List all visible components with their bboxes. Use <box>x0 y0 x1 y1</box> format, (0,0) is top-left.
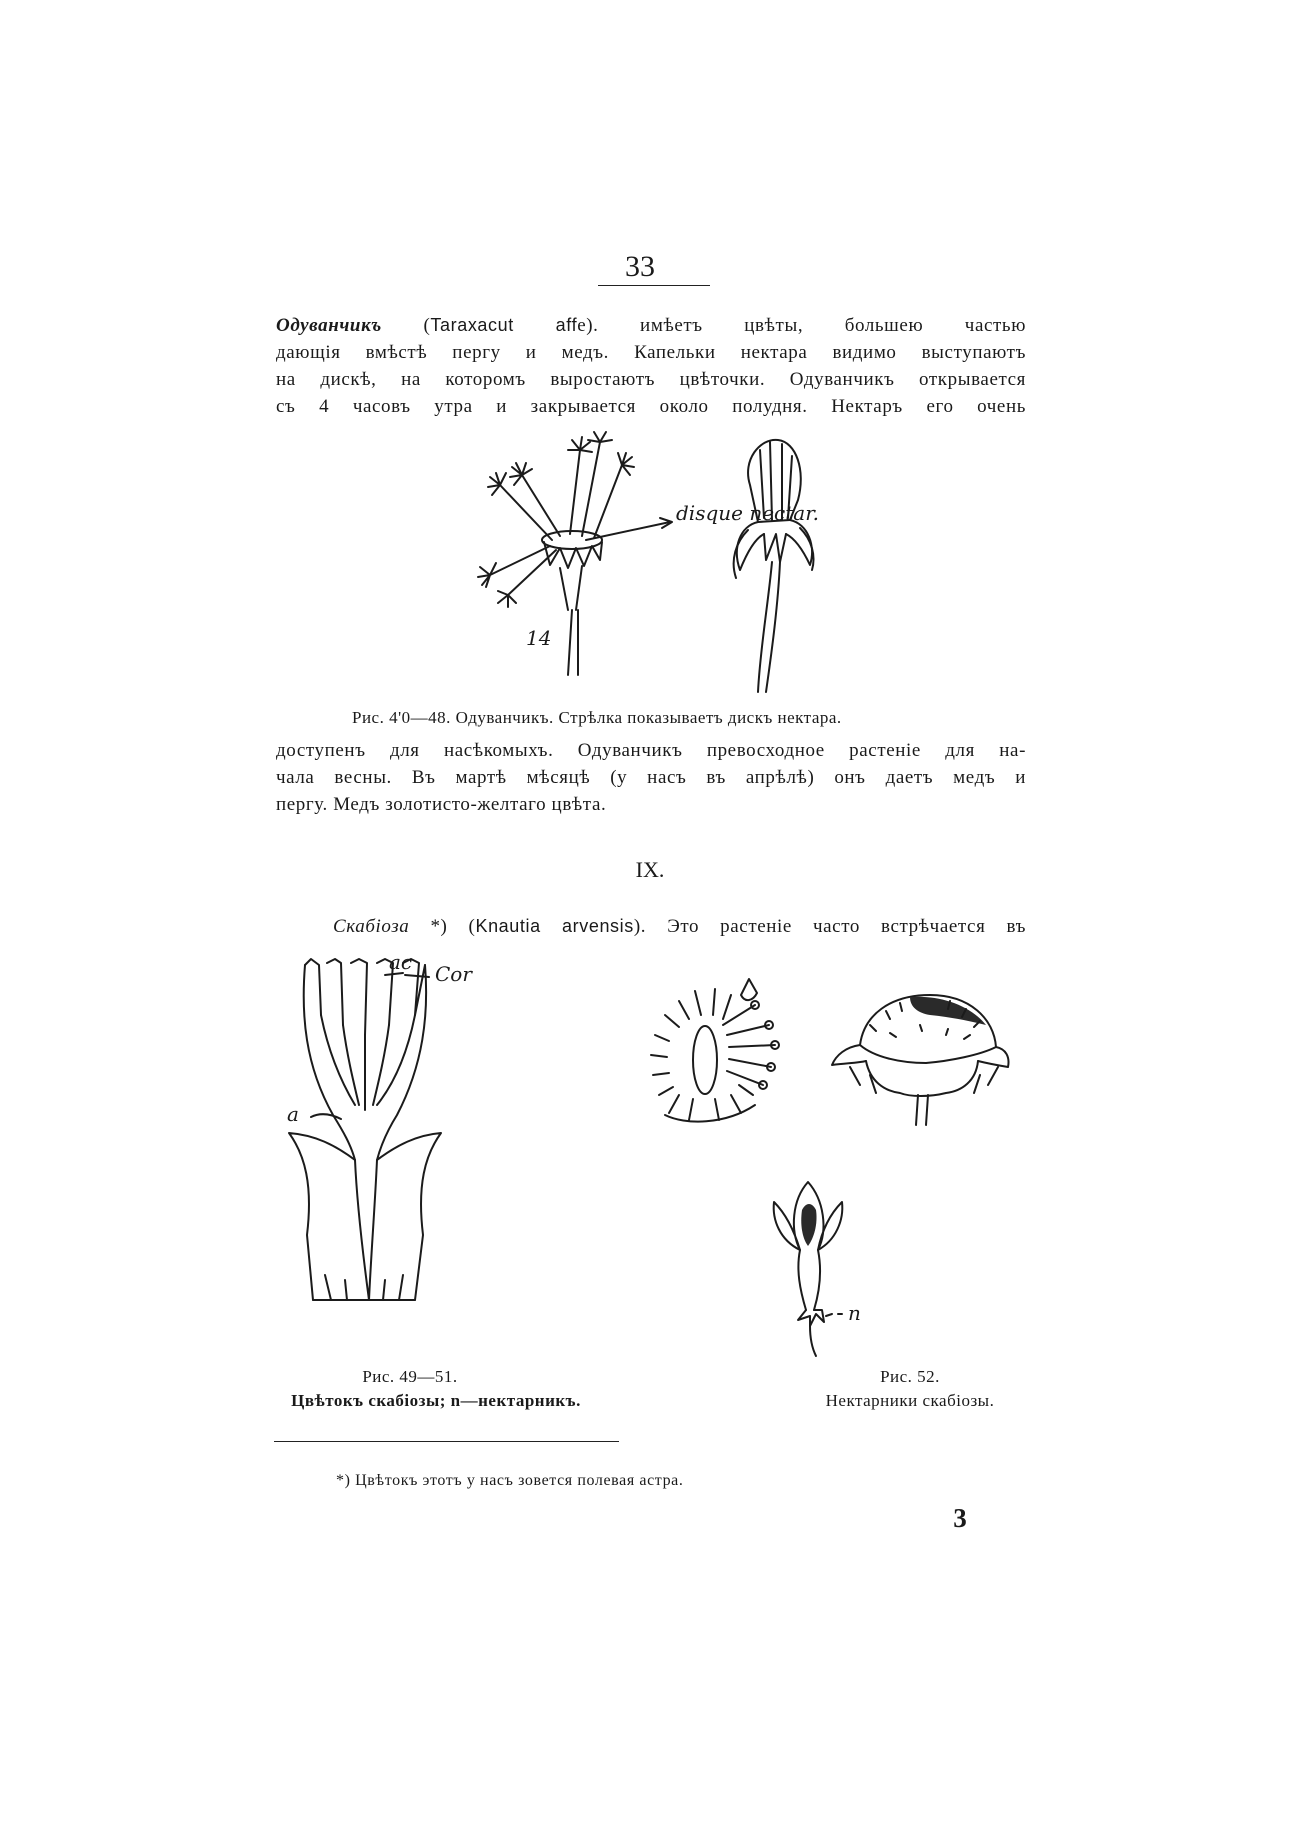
text-line: пергу. Медъ золотисто-желтаго цвѣта. <box>276 794 607 815</box>
text-line: на дискѣ, на которомъ выростаютъ цвѣточки. Одуванчикъ открывается <box>276 369 1026 390</box>
closed-flower-stem <box>758 562 780 692</box>
text-line: дающія вмѣстѣ пергу и медъ. Капельки нектара видимо выступаютъ <box>276 342 1026 363</box>
text-run: ). Это растеніе часто встрѣчается въ <box>633 916 1026 937</box>
latin-name: aff <box>513 315 578 335</box>
species-name: Скабіоза <box>333 916 410 937</box>
scabiosa-floret-illustration <box>285 950 485 1300</box>
footnote-rule <box>274 1441 619 1442</box>
scabiosa-head-illustration <box>830 985 1010 1125</box>
section-heading: IX. <box>635 857 665 882</box>
text-run: *) ( <box>409 916 476 937</box>
label-ac: ac <box>389 950 413 974</box>
scabiosa-nectary-illustration <box>770 1180 910 1360</box>
text-line: съ 4 часовъ утра и закрывается около полудня. Нектаръ его очень <box>276 396 1026 417</box>
receptacle-section <box>693 1026 717 1094</box>
text-line: доступенъ для насѣкомыхъ. Одуванчикъ превосходное растеніе для на- <box>276 740 1026 761</box>
label-cor: Cor <box>435 962 472 986</box>
text-run: e). имѣетъ цвѣты, большею частью <box>577 315 1026 336</box>
flower-head-stem <box>916 1095 928 1125</box>
latin-name: Taraxacut <box>430 315 514 335</box>
figure-2-caption-text: Цвѣтокъ скабіозы; n—нектарникъ. <box>291 1391 581 1410</box>
label-a: a <box>287 1102 299 1126</box>
dandelion-stem <box>568 610 578 675</box>
paragraph-dandelion-continued <box>276 737 1026 818</box>
page-number: 33 <box>625 250 655 283</box>
signature-mark: 3 <box>953 1503 967 1533</box>
annotation-disque: disque nectar. <box>676 501 819 525</box>
text-line <box>276 312 1026 339</box>
footnote: *) Цвѣтокъ этотъ у насъ зовется полевая астра. <box>336 1472 684 1489</box>
figure-1-caption: Рис. 4'0—48. Одуванчикъ. Стрѣлка показываетъ дискъ нектара. <box>352 708 842 727</box>
figure-3-caption-number: Рис. 52. <box>880 1367 940 1386</box>
species-name: Одуванчикъ <box>276 315 424 336</box>
annotation-number: 14 <box>526 626 552 650</box>
figure-3-caption-text: Нектарники скабіозы. <box>825 1391 995 1410</box>
paragraph-scabiosa-intro <box>333 913 1026 940</box>
scabiosa-head-section-illustration <box>645 975 805 1125</box>
figure-2-caption-number: Рис. 49—51. <box>362 1367 458 1386</box>
latin-name: Knautia arvensis <box>475 916 634 936</box>
pappus-heads <box>478 432 634 607</box>
text-line: чала весны. Въ мартѣ мѣсяцѣ (у насъ въ апрѣлѣ) онъ даетъ медъ и <box>276 767 1026 788</box>
text-run: ( <box>423 315 431 336</box>
label-n: n <box>848 1301 861 1325</box>
paragraph-dandelion-intro <box>276 312 1026 420</box>
dandelion-illustration <box>460 430 860 705</box>
page-number-rule <box>598 285 710 286</box>
